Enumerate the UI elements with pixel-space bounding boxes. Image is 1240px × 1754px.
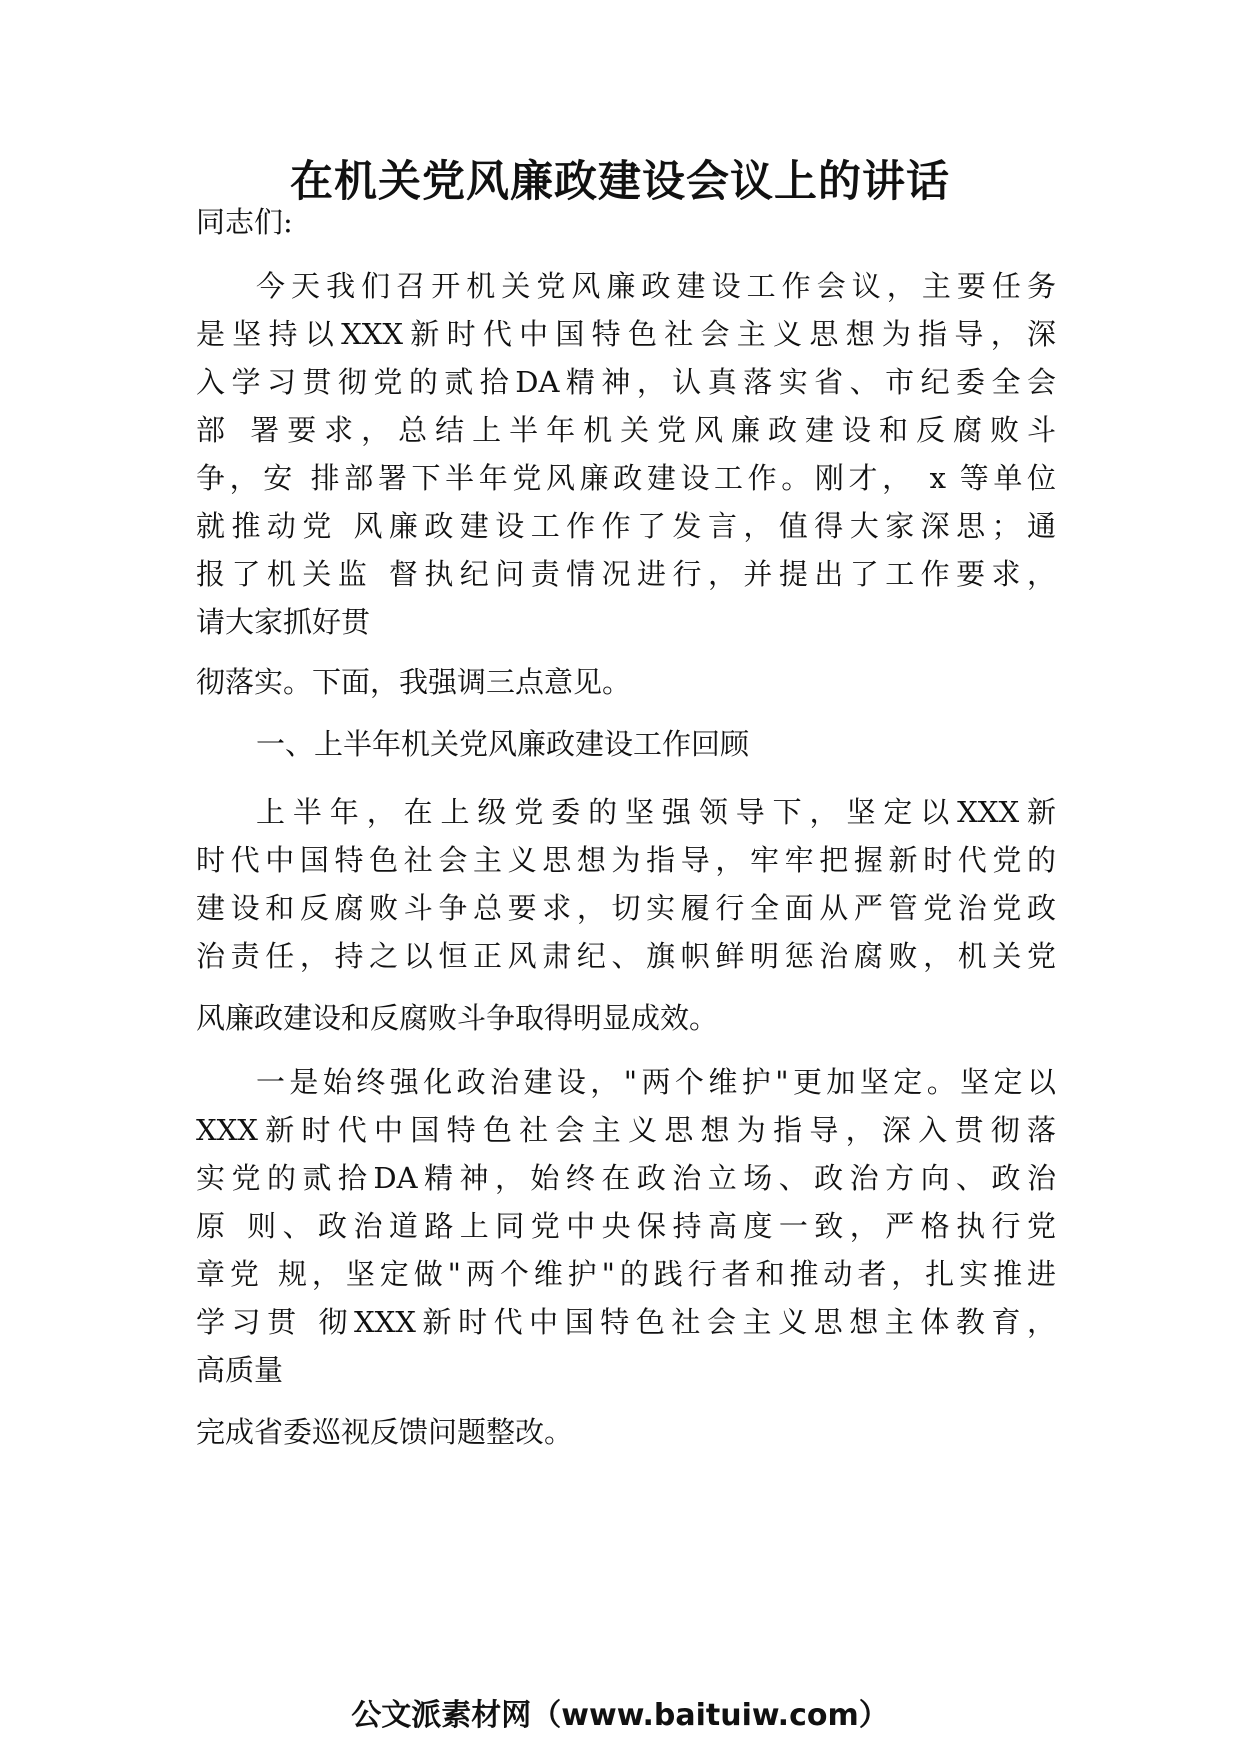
paragraph-line: 争，安 排部署下半年党风廉政建设工作。刚才， x 等单位	[196, 461, 1056, 495]
paragraph-line: 学习贯 彻XXX新时代中国特色社会主义思想主体教育，	[196, 1305, 1056, 1339]
paragraph-line: 建设和反腐败斗争总要求，切实履行全面从严管党治党政	[196, 891, 1056, 925]
paragraph-line: 原 则、政治道路上同党中央保持高度一致，严格执行党	[196, 1209, 1056, 1243]
paragraph-line: 治责任，持之以恒正风肃纪、旗帜鲜明惩治腐败，机关党	[196, 939, 1056, 973]
paragraph-line: 入学习贯彻党的贰拾DA精神，认真落实省、市纪委全会	[196, 365, 1056, 399]
paragraph-line: 是坚持以XXX新时代中国特色社会主义思想为指导，深	[196, 317, 1056, 351]
paragraph-line: 请大家抓好贯	[196, 605, 371, 639]
paragraph-line: 上半年，在上级党委的坚强领导下，坚定以XXX新	[256, 795, 1056, 829]
paragraph-line: 时代中国特色社会主义思想为指导，牢牢把握新时代党的	[196, 843, 1056, 877]
paragraph-line: 就推动党 风廉政建设工作作了发言，值得大家深思；通	[196, 509, 1056, 543]
section-heading: 一、上半年机关党风廉政建设工作回顾	[256, 727, 750, 761]
paragraph-line: 报了机关监 督执纪问责情况进行，并提出了工作要求，	[196, 557, 1056, 591]
footer-watermark: 公文派素材网（www.baituiw.com）	[351, 1698, 889, 1733]
paragraph-line: 风廉政建设和反腐败斗争取得明显成效。	[196, 1001, 719, 1035]
paragraph-line: 完成省委巡视反馈问题整改。	[196, 1415, 574, 1449]
document-title: 在机关党风廉政建设会议上的讲话	[290, 157, 950, 207]
paragraph-line: 一是始终强化政治建设，"两个维护"更加坚定。坚定以	[256, 1065, 1056, 1099]
salutation: 同志们:	[196, 205, 293, 239]
paragraph-line: 实党的贰拾DA精神，始终在政治立场、政治方向、政治	[196, 1161, 1056, 1195]
paragraph-line: 章党 规，坚定做"两个维护"的践行者和推动者，扎实推进	[196, 1257, 1056, 1291]
paragraph-line: 部 署要求，总结上半年机关党风廉政建设和反腐败斗	[196, 413, 1056, 447]
paragraph-line: 彻落实。下面，我强调三点意见。	[196, 665, 632, 699]
paragraph-line: 今天我们召开机关党风廉政建设工作会议，主要任务	[256, 269, 1056, 303]
paragraph-line: XXX新时代中国特色社会主义思想为指导，深入贯彻落	[196, 1113, 1056, 1147]
paragraph-line: 高质量	[196, 1353, 284, 1387]
